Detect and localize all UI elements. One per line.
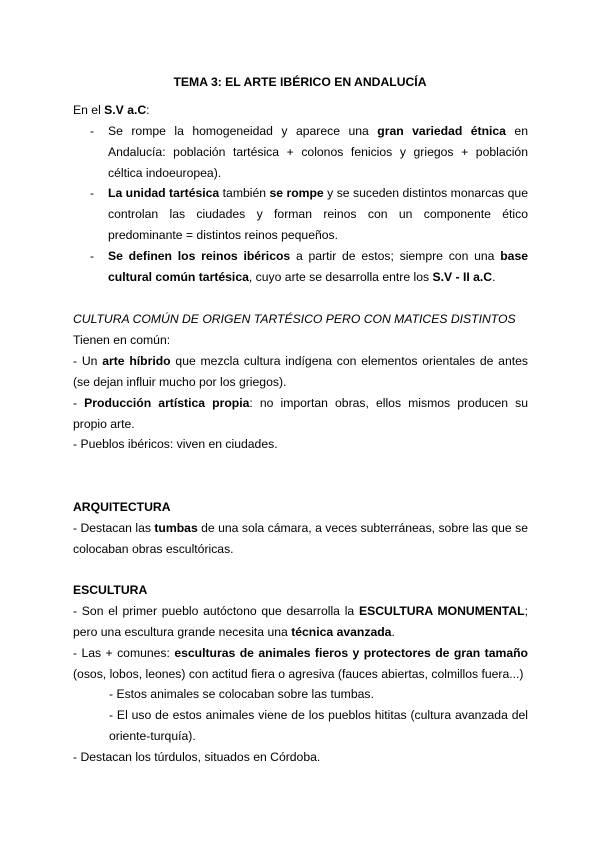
arquitectura-paragraph: - Destacan las tumbas de una sola cámara, a veces subterráneas, sobre las que se colocaban obras escultóricas. <box>73 521 528 556</box>
section-heading-arquitectura: ARQUITECTURA <box>73 500 171 514</box>
intro-line: En el S.V a.C: <box>73 103 150 117</box>
escultura-paragraph-3: - Destacan los túrdulos, situados en Córdoba. <box>73 750 321 764</box>
bullet-dash: - <box>90 124 95 138</box>
escultura-paragraph-1: - Son el primer pueblo autóctono que desarrolla la ESCULTURA MONUMENTAL; pero una escultura grande necesita una técnica avanzada. <box>73 604 528 639</box>
bullet-dash: - <box>90 186 95 200</box>
culture-item-2: - Producción artística propia: no importan obras, ellos mismos producen su propio arte. <box>73 396 529 431</box>
escultura-paragraph-2: - Las + comunes: esculturas de animales fieros y protectores de gran tamaño (osos, lobos, leones) con actitud fiera o agresiva (fauces abiertas, colmillos fuera...) <box>73 646 528 681</box>
bullet-item-2: - La unidad tartésica también se rompe y se suceden distintos monarcas que controlan las ciudades y forman reinos con un componente ético predominante = distintos reinos pequeños. <box>90 183 528 245</box>
escultura-subitem-2: - El uso de estos animales viene de los pueblos hititas (cultura avanzada del oriente-turquía). <box>109 708 528 743</box>
bullet-item-3: - Se definen los reinos ibéricos a partir de estos; siempre con una base cultural común tartésica, cuyo arte se desarrolla entre los S.V - II a.C. <box>90 246 528 288</box>
escultura-subitem-1: - Estos animales se colocaban sobre las tumbas. <box>109 687 374 701</box>
culture-item-3: - Pueblos ibéricos: viven en ciudades. <box>73 437 278 451</box>
section-heading-escultura: ESCULTURA <box>73 583 148 597</box>
culture-intro: Tienen en común: <box>73 333 171 347</box>
page-title: TEMA 3: EL ARTE IBÉRICO EN ANDALUCÍA <box>173 75 427 89</box>
bullet-item-1: - Se rompe la homogeneidad y aparece una gran variedad étnica en Andalucía: población tartésica + colonos fenicios y griegos + población céltica indoeuropea). <box>90 121 528 183</box>
culture-heading: CULTURA COMÚN DE ORIGEN TARTÉSICO PERO CON MATICES DISTINTOS <box>73 312 516 326</box>
culture-item-1: - Un arte híbrido que mezcla cultura indígena con elementos orientales de antes (se dejan influir mucho por los griegos). <box>73 354 528 389</box>
bullet-dash: - <box>90 249 95 263</box>
